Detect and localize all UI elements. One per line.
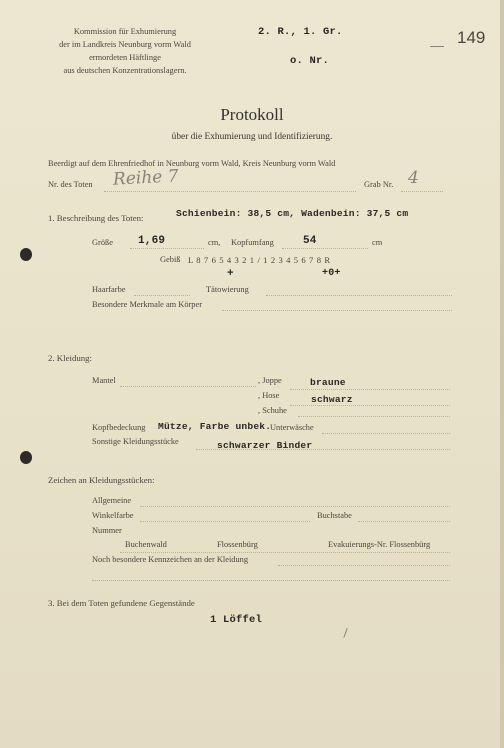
commission-line-2: der im Landkreis Neunburg vorm Wald — [59, 40, 191, 49]
section-3-label: 3. Bei dem Toten gefundene Gegenstände — [48, 598, 195, 608]
burial-line: Beerdigt auf dem Ehrenfriedhof in Neunburg vorm Wald, Kreis Neunburg vorm Wald — [48, 159, 336, 168]
hose-line — [290, 405, 450, 406]
merkmale-label: Besondere Merkmale am Körper — [92, 300, 202, 309]
commission-line-3: ermordeten Häftlinge — [89, 53, 161, 62]
noch-line — [278, 565, 450, 566]
dead-nr-value: Reihe 7 — [112, 166, 180, 190]
schuhe-line — [298, 416, 450, 417]
groesse-line — [130, 248, 204, 249]
typed-nr: o. Nr. — [290, 55, 330, 67]
gebiss-marks-left: + — [227, 268, 234, 280]
evakuierungs-label: Evakuierungs-Nr. Flossenbürg — [328, 540, 431, 549]
punch-hole-top — [20, 248, 32, 261]
nummer-line — [120, 552, 450, 553]
allgemeine-label: Allgemeine — [92, 496, 132, 505]
allgemeine-line — [140, 506, 450, 507]
page-subtitle: über die Exhumierung und Identifizierung. — [171, 132, 333, 142]
sonstige-value: schwarzer Binder — [217, 440, 313, 451]
groesse-value: 1,69 — [138, 235, 166, 247]
taetowierung-line — [266, 295, 452, 296]
hose-label: , Hose — [258, 391, 280, 400]
commission-line-1: Kommission für Exhumierung — [73, 27, 177, 36]
buchstabe-line — [358, 521, 450, 522]
merkmale-line — [222, 310, 452, 311]
page-title: Protokoll — [220, 105, 284, 124]
mantel-line — [120, 386, 256, 387]
kopfbedeckung-value: Mütze, Farbe unbek. — [158, 421, 272, 432]
buchenwald-label: Buchenwald — [125, 540, 167, 549]
grave-nr-line — [401, 191, 443, 192]
winkelfarbe-line — [140, 521, 310, 522]
grave-nr-value: 4 — [408, 168, 419, 188]
sonstige-label: Sonstige Kleidungsstücke — [92, 437, 179, 446]
commission-line-4: aus deutschen Konzentrationslagern. — [63, 66, 187, 75]
kopfumfang-value: 54 — [303, 235, 317, 247]
typed-row-group: 2. R., 1. Gr. — [258, 26, 343, 38]
section-1-label: 1. Beschreibung des Toten: — [48, 213, 144, 223]
joppe-line — [290, 389, 450, 390]
sonstige-line — [196, 449, 450, 450]
noch-label: Noch besondere Kennzeichen an der Kleidung — [92, 555, 249, 564]
hose-value: schwarz — [311, 394, 353, 405]
bone-measurements: Schienbein: 38,5 cm, Wadenbein: 37,5 cm — [176, 208, 409, 219]
margin-dash — [430, 46, 444, 47]
winkelfarbe-label: Winkelfarbe — [92, 511, 134, 520]
haarfarbe-line — [134, 295, 190, 296]
grave-nr-label: Grab Nr. — [364, 180, 394, 189]
dead-nr-line — [104, 191, 356, 192]
mantel-label: Mantel — [92, 376, 116, 385]
page-number: 149 — [457, 28, 486, 47]
groesse-label: Größe — [92, 238, 113, 247]
schuhe-label: , Schuhe — [258, 406, 287, 415]
kopfbedeckung-label: Kopfbedeckung — [92, 423, 146, 432]
cm-label-2: cm — [372, 238, 383, 247]
kopfumfang-line — [282, 248, 368, 249]
joppe-value: braune — [310, 377, 346, 388]
kopfumfang-label: Kopfumfang — [231, 238, 274, 247]
buchstabe-label: Buchstabe — [317, 511, 352, 520]
haarfarbe-label: Haarfarbe — [92, 285, 126, 294]
gebiss-label: Gebiß — [160, 255, 181, 264]
unterwaesche-label: Unterwäsche — [270, 423, 314, 432]
punch-hole-bottom — [20, 451, 32, 464]
extra-line — [92, 580, 450, 581]
taetowierung-label: Tätowierung — [206, 285, 249, 294]
gebiss-marks-right: +0+ — [322, 268, 341, 279]
zeichen-label: Zeichen an Kleidungsstücken: — [48, 475, 155, 485]
joppe-label: , Joppe — [258, 376, 282, 385]
nummer-label: Nummer — [92, 526, 122, 535]
dead-nr-label: Nr. des Toten — [48, 180, 93, 189]
section-2-label: 2. Kleidung: — [48, 353, 92, 363]
unterwaesche-line — [322, 433, 450, 434]
flossenbuerg-label: Flossenbürg — [217, 540, 258, 549]
cm-label-1: cm, — [208, 238, 221, 247]
gebiss-teeth-row: L 8 7 6 5 4 3 2 1 / 1 2 3 4 5 6 7 8 R — [188, 255, 331, 265]
found-item: 1 Löffel — [210, 614, 263, 626]
